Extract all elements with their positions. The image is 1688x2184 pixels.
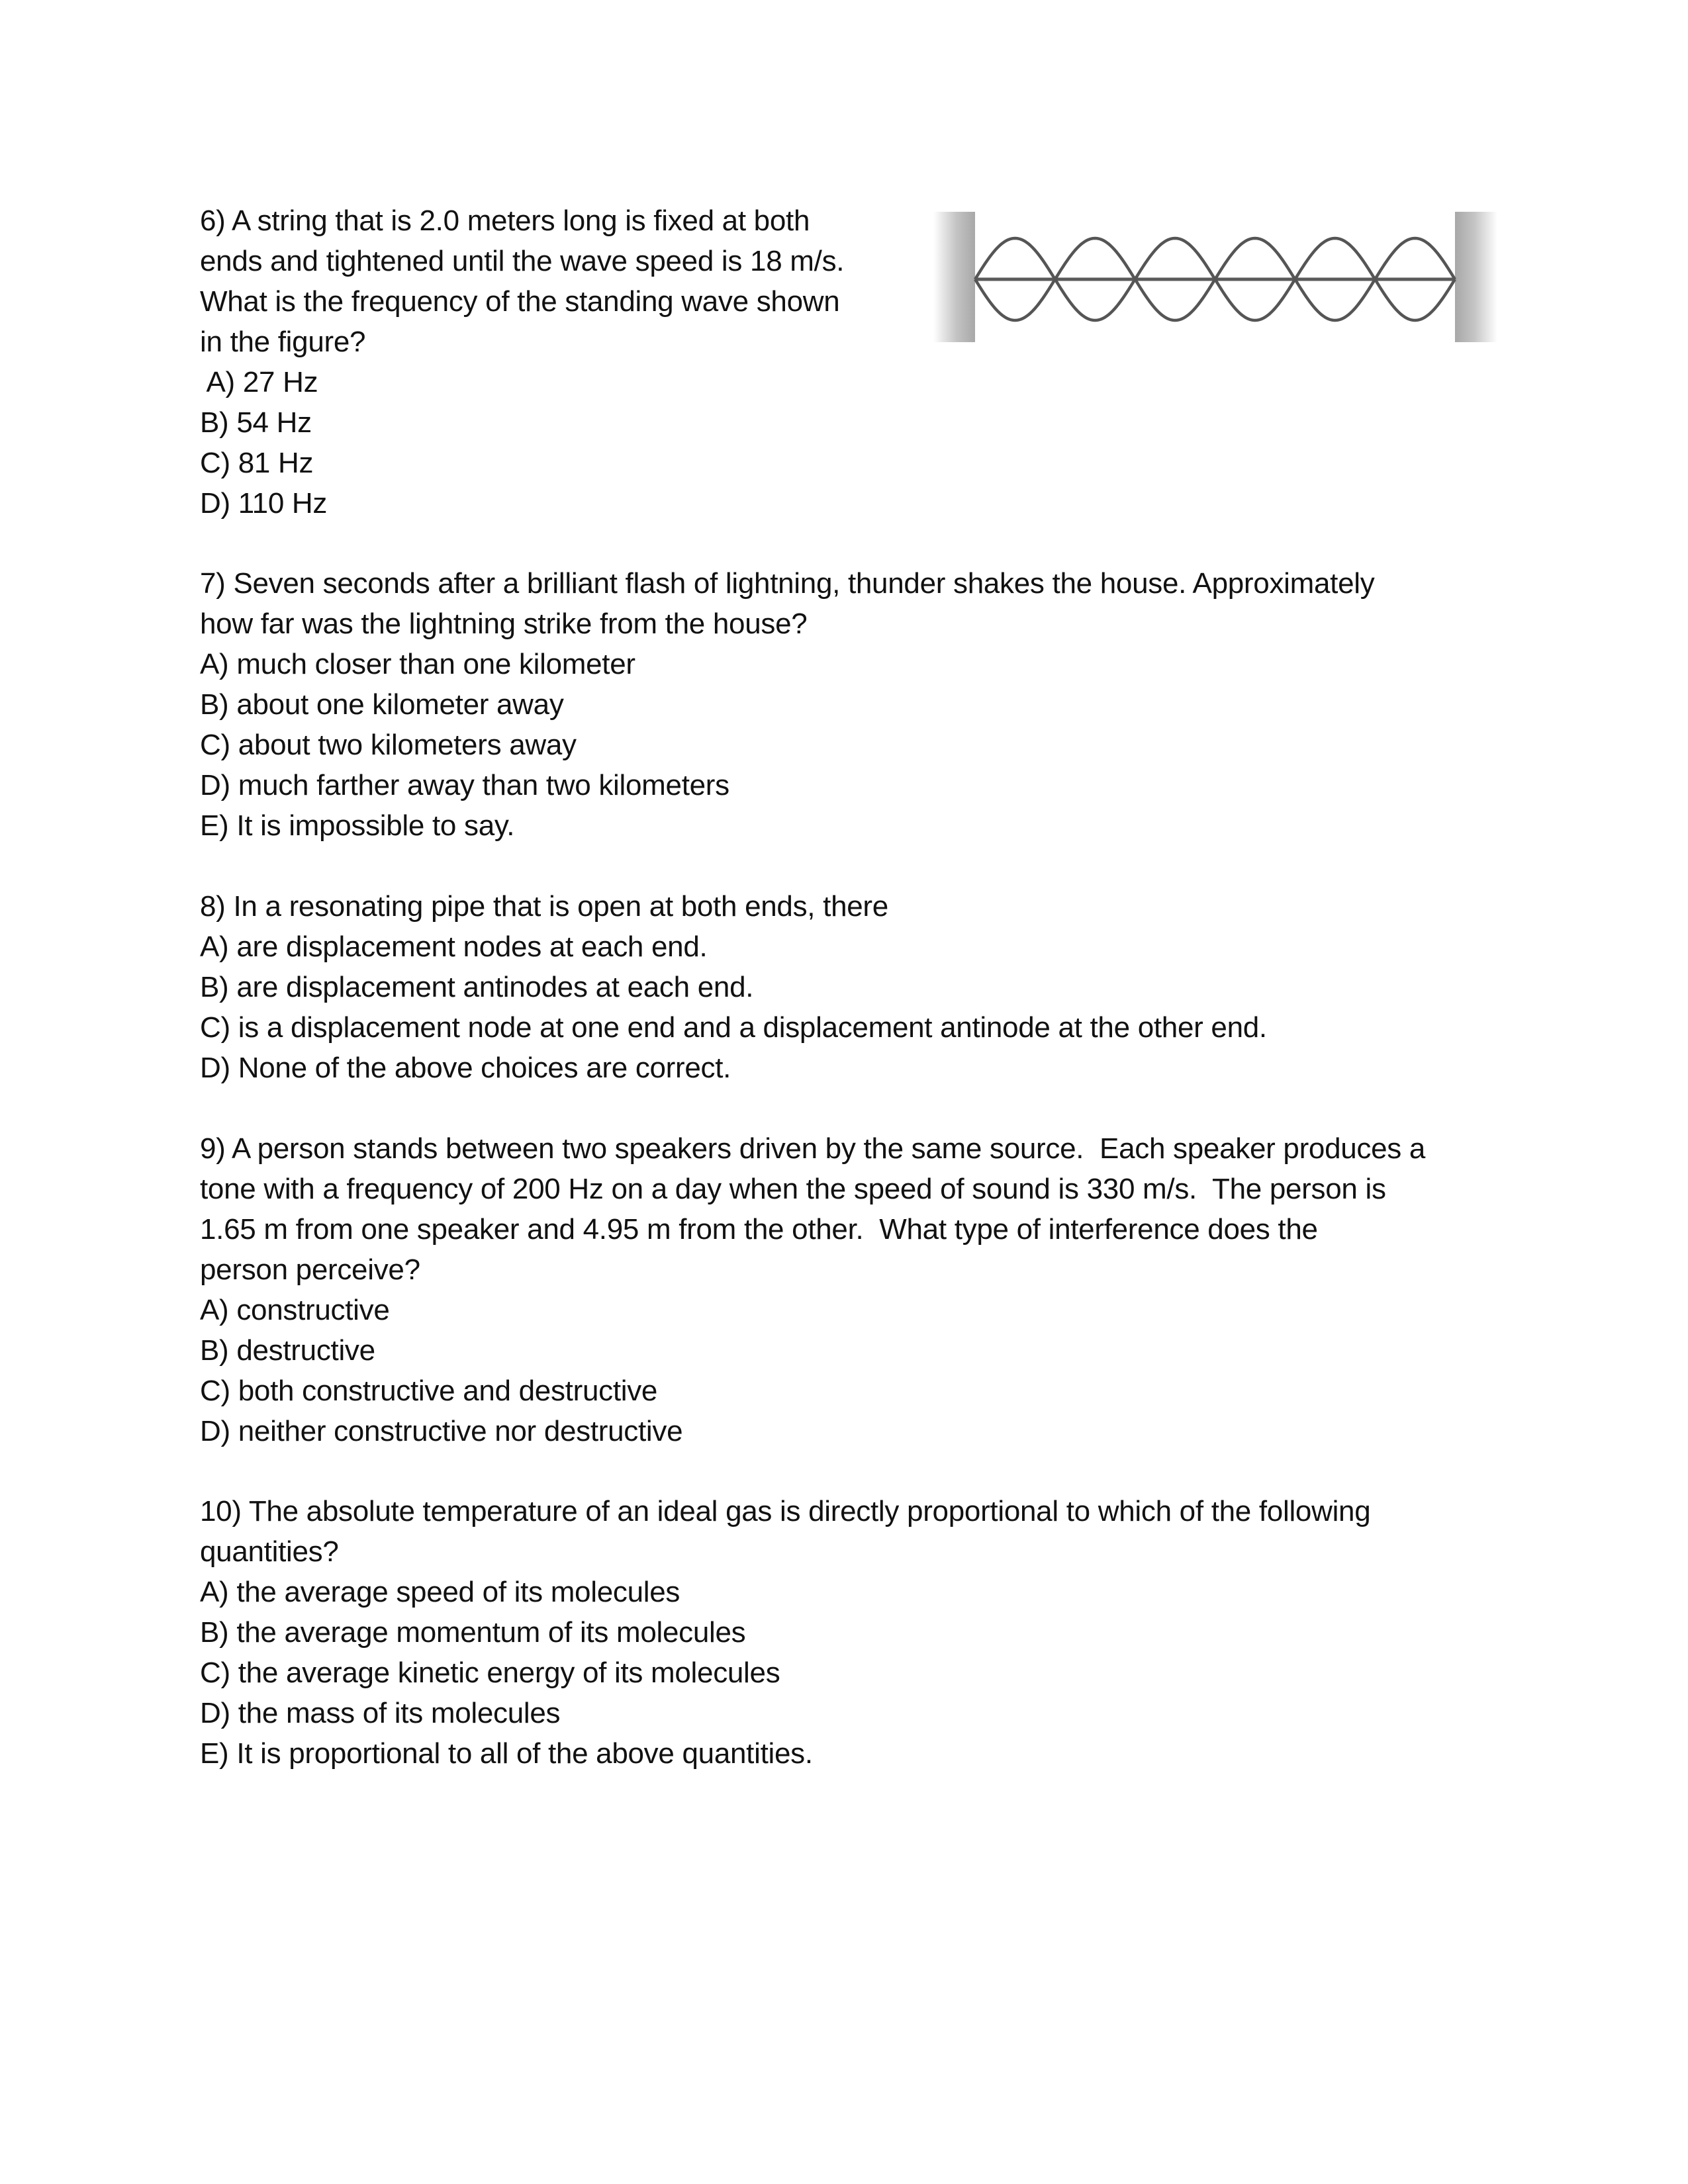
question-stem-line: quantities? (200, 1535, 339, 1568)
question-stem-line: 1.65 m from one speaker and 4.95 m from the other. What type of interference does the (200, 1213, 1318, 1246)
standing-wave-figure (930, 208, 1501, 347)
answer-option-a: A) are displacement nodes at each end. (200, 931, 708, 963)
question-stem-line: 6) A string that is 2.0 meters long is fixed at both (200, 205, 810, 237)
question-8 (200, 886, 1497, 1088)
answer-option-e: E) It is proportional to all of the above quantities. (200, 1737, 813, 1770)
answer-option-b: B) about one kilometer away (200, 688, 564, 721)
left-wall (933, 212, 975, 342)
answer-option-a: A) the average speed of its molecules (200, 1576, 680, 1608)
question-stem-line: 8) In a resonating pipe that is open at both ends, there (200, 890, 888, 923)
standing-wave-diagram (930, 208, 1501, 347)
question-stem-line: 9) A person stands between two speakers driven by the same source. Each speaker produces a (200, 1132, 1426, 1165)
answer-option-d: D) much farther away than two kilometers (200, 769, 729, 801)
answer-option-c: C) the average kinetic energy of its molecules (200, 1657, 780, 1689)
question-stem-line: person perceive? (200, 1253, 420, 1286)
answer-option-a: A) 27 Hz (200, 366, 318, 398)
answer-option-d: D) the mass of its molecules (200, 1697, 561, 1729)
answer-option-b: B) the average momentum of its molecules (200, 1616, 746, 1649)
right-wall (1455, 212, 1497, 342)
answer-option-a: A) constructive (200, 1294, 390, 1326)
question-stem-line: 7) Seven seconds after a brilliant flash of lightning, thunder shakes the house. Approximately (200, 567, 1375, 600)
question-10 (200, 1491, 1511, 1774)
answer-option-c: C) about two kilometers away (200, 729, 577, 761)
question-stem-line: ends and tightened until the wave speed is 18 m/s. (200, 245, 845, 277)
answer-option-b: B) are displacement antinodes at each end. (200, 971, 754, 1003)
question-stem-line: how far was the lightning strike from the house? (200, 608, 808, 640)
answer-option-b: B) 54 Hz (200, 406, 312, 439)
question-9 (200, 1128, 1511, 1451)
answer-option-a: A) much closer than one kilometer (200, 648, 635, 680)
answer-option-c: C) both constructive and destructive (200, 1375, 658, 1407)
answer-option-e: E) It is impossible to say. (200, 809, 515, 842)
question-7 (200, 563, 1497, 846)
question-stem-line: 10) The absolute temperature of an ideal gas is directly proportional to which of the following (200, 1495, 1371, 1527)
answer-option-d: D) neither constructive nor destructive (200, 1415, 683, 1447)
question-stem-line: What is the frequency of the standing wave shown (200, 285, 840, 318)
answer-option-c: C) 81 Hz (200, 447, 314, 479)
answer-option-c: C) is a displacement node at one end and a displacement antinode at the other end. (200, 1011, 1267, 1044)
question-stem-line: in the figure? (200, 326, 366, 358)
answer-option-b: B) destructive (200, 1334, 375, 1367)
answer-option-d: D) None of the above choices are correct. (200, 1052, 731, 1084)
answer-option-d: D) 110 Hz (200, 487, 328, 520)
question-stem-line: tone with a frequency of 200 Hz on a day when the speed of sound is 330 m/s. The person is (200, 1173, 1386, 1205)
question-6 (200, 201, 902, 523)
